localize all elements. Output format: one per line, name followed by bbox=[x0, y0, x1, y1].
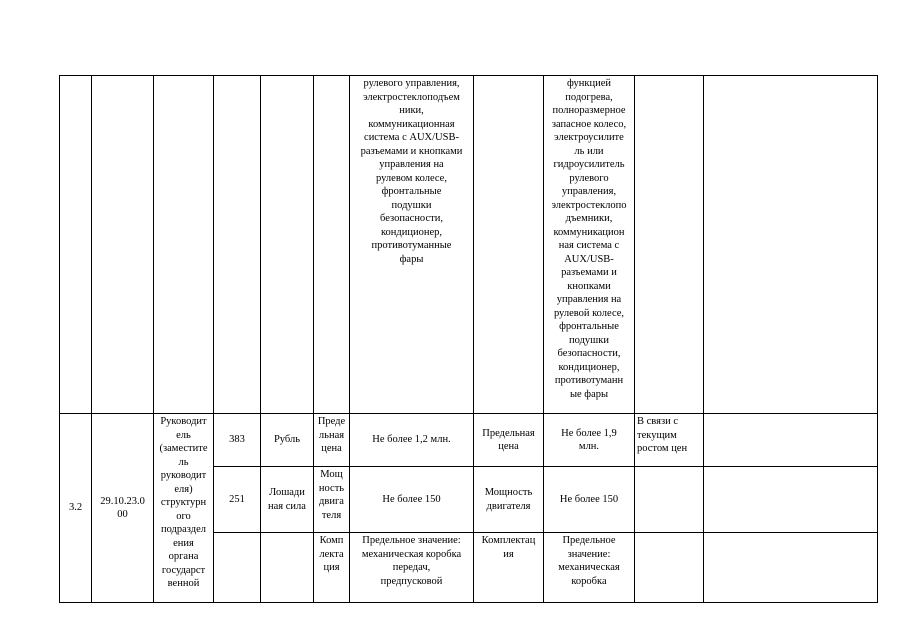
justification bbox=[635, 467, 704, 533]
okei-code: 383 bbox=[214, 414, 261, 467]
requirement-value: Не более 150 bbox=[544, 467, 635, 533]
requirement-value: Предельное значение: механическая коробка bbox=[544, 533, 635, 603]
cell-unit bbox=[261, 76, 314, 414]
cell-value-text: функцией подогрева, полноразмерное запасное колесо, электроусилите ль или гидроусилитель рулевого управления, электростеклопо дъемники, коммуникацион ная система с AUX/USB- разъемами и кнопками управления на рулевой колесе, фронтальные подушки безопасности, кондиционер, противотуманн ые фары bbox=[544, 76, 635, 414]
characteristic-name: Комп лекта ция bbox=[314, 533, 350, 603]
row-code: 29.10.23.0 00 bbox=[92, 414, 154, 603]
row-position: Руководит ель (заместите ль руководит еля) структурн ого подраздел ения органа государст венной bbox=[154, 414, 214, 603]
characteristic-name: Преде льная цена bbox=[314, 414, 350, 467]
characteristic-value: Не более 150 bbox=[350, 467, 474, 533]
cell-req-name bbox=[474, 76, 544, 414]
unit-name bbox=[261, 533, 314, 603]
requirement-name: Предельная цена bbox=[474, 414, 544, 467]
cell-extra bbox=[704, 467, 878, 533]
cell-number bbox=[60, 76, 92, 414]
row-number: 3.2 bbox=[60, 414, 92, 603]
requirement-value: Не более 1,9 млн. bbox=[544, 414, 635, 467]
cell-code bbox=[92, 76, 154, 414]
unit-name: Рубль bbox=[261, 414, 314, 467]
characteristic-value: Не более 1,2 млн. bbox=[350, 414, 474, 467]
characteristic-value: Предельное значение: механическая коробка передач, предпусковой bbox=[350, 533, 474, 603]
justification bbox=[635, 533, 704, 603]
cell-char-name bbox=[314, 76, 350, 414]
cell-okei-code bbox=[214, 76, 261, 414]
unit-name: Лошади ная сила bbox=[261, 467, 314, 533]
justification: В связи с текущим ростом цен bbox=[635, 414, 704, 467]
okei-code bbox=[214, 533, 261, 603]
cell-extra bbox=[704, 76, 878, 414]
requirement-name: Мощность двигателя bbox=[474, 467, 544, 533]
characteristic-name: Мощ ность двига теля bbox=[314, 467, 350, 533]
requirements-table bbox=[59, 75, 878, 603]
table-row-continued bbox=[60, 76, 878, 414]
cell-characteristic-text: рулевого управления, электростеклоподъем ники, коммуникационная система с AUX/USB- разъемами и кнопками управления на рулевом колесе, фронтальные подушки безопасности, кондиционер, противотуманные фары bbox=[350, 76, 474, 414]
requirement-name: Комплектац ия bbox=[474, 533, 544, 603]
cell-extra bbox=[704, 533, 878, 603]
table-row bbox=[60, 414, 878, 467]
cell-position bbox=[154, 76, 214, 414]
cell-justification bbox=[635, 76, 704, 414]
okei-code: 251 bbox=[214, 467, 261, 533]
cell-extra bbox=[704, 414, 878, 467]
